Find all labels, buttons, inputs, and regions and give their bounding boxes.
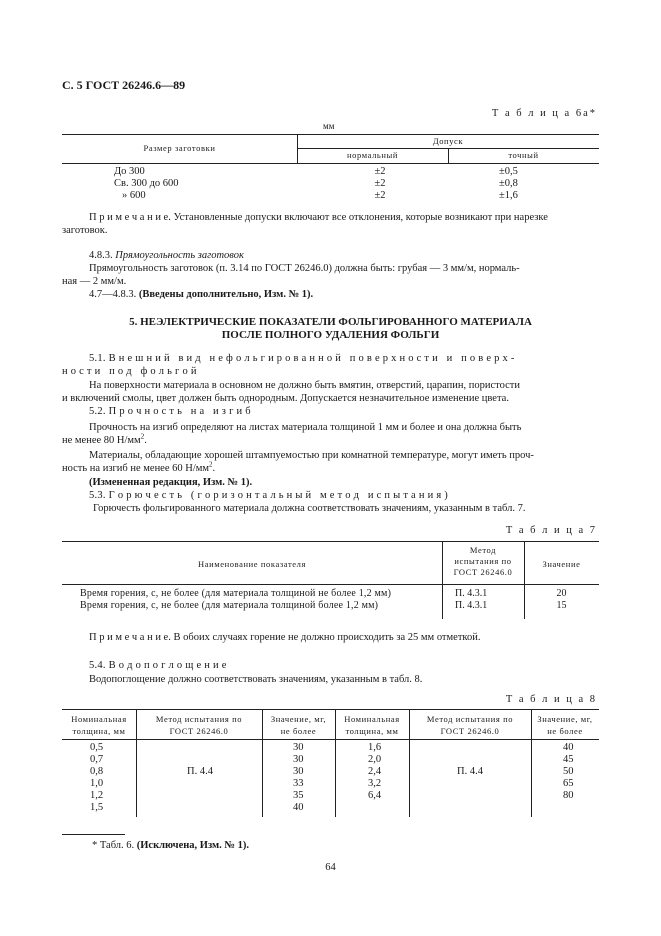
table8-cell-thickness: 1,6	[368, 742, 382, 753]
section-5-1-line2: и включений смолы, цвет должен быть однородным. Допускается незначительное изменение цвета.	[62, 393, 509, 404]
section-5-1-heading: 5.1. В н е ш н и й в и д н е ф о л ь г и р о в а н н о й п о в е р х н о с т и и п о в е р х -	[89, 353, 515, 364]
table8-cell-thickness: 2,4	[368, 766, 382, 777]
section-5-2-line1: Прочность на изгиб определяют на листах материала толщиной 1 мм и более и она должна быть	[89, 422, 522, 433]
note1-continuation: заготовок.	[62, 225, 108, 236]
footnote: * Табл. 6. (Исключена, Изм. № 1).	[92, 840, 249, 851]
table6a-cell-normal: ±2	[374, 166, 386, 177]
section-4-8-3-line2: ная — 2 мм/м.	[62, 276, 127, 287]
table7-header-method: испытания по	[454, 556, 512, 566]
table8-cell-thickness: 1,5	[90, 802, 104, 813]
table8-header-method: Метод испытания по	[426, 714, 514, 724]
table8-header-value: не более	[280, 726, 317, 736]
table8-cell-value: 50	[563, 766, 574, 777]
table8-cell-thickness: 3,2	[368, 778, 382, 789]
table7-header-name: Наименование показателя	[197, 559, 306, 569]
table6a-caption: Т а б л и ц а 6а*	[491, 108, 597, 119]
section-5-4-heading: 5.4. В о д о п о г л о щ е н и е	[89, 660, 227, 671]
table8-header-method: Метод испытания по	[155, 714, 243, 724]
table6a-unit: мм	[323, 121, 335, 131]
table8-header-value: не более	[547, 726, 583, 736]
section-5-1-heading-cont: н о с т и п о д ф о л ь г о й	[62, 366, 197, 377]
table7-cell-value: 15	[556, 600, 567, 611]
table8-caption: Т а б л и ц а 8	[505, 694, 597, 705]
table6a-cell-size: » 600	[122, 190, 146, 201]
section-5-2-line2: не менее 80 $Н/мм^2$.	[62, 432, 147, 446]
section-5-2-line4: ность на изгиб не менее 60 $Н/мм^2$.	[62, 460, 216, 474]
table6a-header-precise: точный	[508, 150, 539, 160]
table8-header-thickness: толщина, мм	[345, 726, 399, 736]
table8-cell-thickness: 1,0	[90, 778, 104, 789]
table8-cell-thickness: 6,4	[368, 790, 382, 801]
note2: П р и м е ч а н и е. В обоих случаях горение не должно происходить за 25 мм отметкой.	[89, 632, 481, 643]
table6a-header-tolerance: Допуск	[432, 136, 464, 146]
table6a-header-normal: нормальный	[346, 150, 398, 160]
section-4-8-3-line1: Прямоугольность заготовок (п. 3.14 по ГОСТ 26246.0) должна быть: грубая — 3 мм/м, нормаль-	[89, 263, 520, 274]
table8-cell-value: 40	[563, 742, 574, 753]
table7-cell-name: Время горения, с, не более (для материала толщиной более 1,2 мм)	[80, 600, 379, 611]
table8-header-value: Значение, мг,	[270, 714, 327, 724]
note1-text: Установленные допуски включают все отклонения, которые возникают при нарезке	[170, 212, 548, 223]
table8-header-method: ГОСТ 26246.0	[440, 726, 500, 736]
footnote-rule	[62, 834, 125, 835]
table8-cell-thickness: 1,2	[90, 790, 104, 801]
table8-header-thickness: толщина, мм	[72, 726, 126, 736]
table6a-cell-precise: ±0,8	[499, 178, 518, 189]
table7-cell-method: П. 4.3.1	[455, 600, 488, 611]
table6a-cell-precise: ±0,5	[499, 166, 518, 177]
table8-cell-thickness: 2,0	[368, 754, 382, 765]
table7-header-value: Значение	[542, 559, 581, 569]
table8-header-thickness: Номинальная	[71, 714, 127, 724]
section-5-3-line1: Горючесть фольгированного материала должна соответствовать значениям, указанным в табл. 7.	[93, 503, 526, 514]
table8-head-rule	[62, 739, 599, 740]
section-5-2-heading: 5.2. П р о ч н о с т ь н а и з г и б	[89, 406, 251, 417]
table6a-head-rule	[62, 163, 599, 164]
page-number: 64	[325, 862, 336, 873]
table6a-header-size: Размер заготовки	[143, 143, 216, 153]
note1	[89, 212, 548, 223]
table7-header-method: ГОСТ 26246.0	[453, 567, 513, 577]
table8-cell-thickness: 0,7	[90, 754, 104, 765]
table8-header-method: ГОСТ 26246.0	[169, 726, 229, 736]
section-5-1-line1: На поверхности материала в основном не должно быть вмятин, отверстий, царапин, пористости	[89, 380, 521, 391]
table8-cell-value: 35	[293, 790, 304, 801]
section-5-title-line2: ПОСЛЕ ПОЛНОГО УДАЛЕНИЯ ФОЛЬГИ	[221, 329, 440, 341]
table8-cell-method: П. 4.4	[187, 766, 213, 777]
section-5-2-line3: Материалы, обладающие хорошей штампуемостью при комнатной температуре, могут иметь проч-	[89, 450, 534, 461]
page-header: С. 5 ГОСТ 26246.6—89	[62, 78, 186, 92]
table8-cell-value: 80	[563, 790, 574, 801]
table8-top-rule	[62, 709, 599, 710]
table7-cell-name: Время горения, с, не более (для материала толщиной не более 1,2 мм)	[80, 588, 392, 599]
section-5-3-heading: 5.3. Г о р ю ч е с т ь ( г о р и з о н т а л ь н ы й м е т о д и с п ы т а н и я )	[89, 490, 449, 501]
table7-cell-value: 20	[556, 588, 567, 599]
table6a-cell-precise: ±1,6	[499, 190, 518, 201]
section-5-title-line1: 5. НЕЭЛЕКТРИЧЕСКИЕ ПОКАЗАТЕЛИ ФОЛЬГИРОВАННОГО МАТЕРИАЛА	[129, 316, 532, 328]
table8-cell-value: 30	[293, 742, 304, 753]
table6a-cell-normal: ±2	[374, 178, 386, 189]
table8-cell-thickness: 0,8	[90, 766, 104, 777]
table7-top-rule	[62, 541, 599, 542]
section-5-4-line1: Водопоглощение должно соответствовать значениям, указанным в табл. 8.	[89, 674, 423, 685]
table8-cell-value: 33	[293, 778, 304, 789]
table8-cell-value: 30	[293, 766, 304, 777]
amendment-note: 4.7—4.8.3. (Введены дополнительно, Изм. № 1).	[89, 289, 314, 300]
table7-header-method: Метод	[469, 545, 497, 555]
table8-cell-thickness: 0,5	[90, 742, 104, 753]
table8-header-value: Значение, мг,	[537, 714, 593, 724]
table8-cell-value: 40	[293, 802, 304, 813]
table6a-sub-rule	[297, 148, 599, 149]
table6a-cell-normal: ±2	[374, 190, 386, 201]
table8-header-thickness: Номинальная	[344, 714, 400, 724]
section-5-2-amendment: (Измененная редакция, Изм. № 1).	[89, 477, 253, 488]
table7-caption: Т а б л и ц а 7	[505, 525, 597, 536]
table6a-top-rule	[62, 134, 599, 135]
table8-cell-value: 65	[563, 778, 574, 789]
table8-cell-value: 45	[563, 754, 574, 765]
table6a-cell-size: Св. 300 до 600	[114, 178, 179, 189]
table6a-cell-size: До 300	[114, 166, 145, 177]
table8-cell-method: П. 4.4	[457, 766, 483, 777]
table7-cell-method: П. 4.3.1	[455, 588, 488, 599]
section-4-8-3-heading: 4.8.3. Прямоугольность заготовок	[89, 250, 244, 261]
table8-cell-value: 30	[293, 754, 304, 765]
table7-head-rule	[62, 584, 599, 585]
note1-label: П р и м е ч а н и е.	[89, 212, 171, 223]
